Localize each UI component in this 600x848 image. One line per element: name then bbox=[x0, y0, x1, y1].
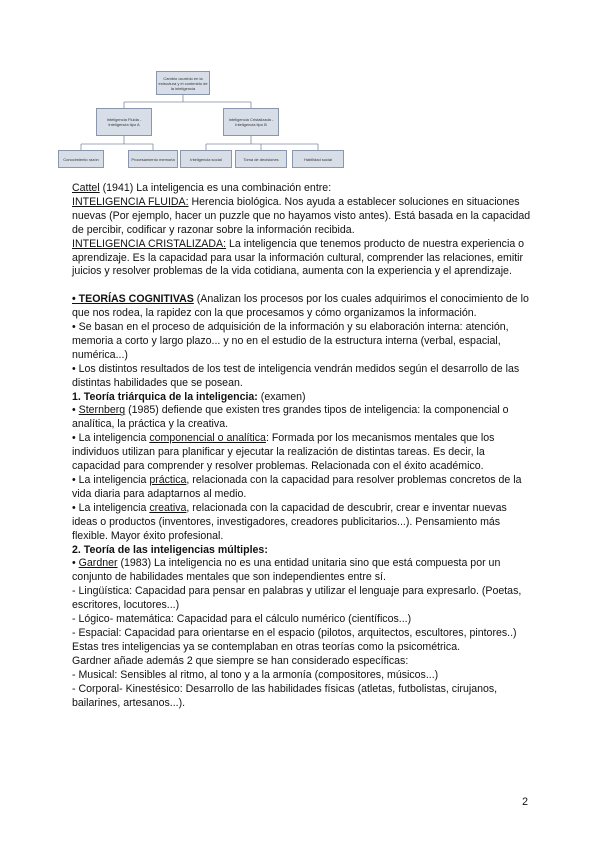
bullet-prefix: • bbox=[72, 557, 79, 570]
hierarchy-diagram bbox=[58, 68, 358, 178]
cognitive-heading-text: (Analizan los procesos por los cuales adquirimos el conocimiento de lo que nos rodea, la rapidez con la que procesamos y cómo organizamos la información. bbox=[72, 293, 529, 320]
diagram-leaf-box: Habilidad social bbox=[292, 150, 344, 168]
theory-1-title: 1. Teoría triárquica de la inteligencia: bbox=[72, 390, 258, 403]
bullet-item bbox=[72, 474, 532, 502]
list-item: Estas tres inteligencias ya se contemplaban en otras teorías como la psicométrica. bbox=[72, 640, 461, 653]
diagram-leaf-box: Inteligencia social bbox=[180, 150, 232, 168]
term-creativa: creativa bbox=[149, 501, 187, 514]
sternberg-author: Sternberg bbox=[78, 404, 126, 417]
diagram-root-box: Cambio ocurrido en la estructura y el contenido de la inteligencia bbox=[156, 71, 210, 95]
crystal-label: INTELIGENCIA CRISTALIZADA: bbox=[72, 237, 227, 250]
list-item: - Lingüística: Capacidad para pensar en palabras y utilizar el lenguaje para expresarlo. (Poetas, escritores, locutores...) bbox=[72, 585, 522, 612]
bullet-item bbox=[72, 557, 532, 585]
bullet-item: • Se basan en el proceso de adquisición de la información y su elaboración interna: atención, memoria a corto y largo plazo... y no en el estudio de la estructura interna (verbal, espacial, numérica...) bbox=[72, 321, 509, 361]
theory-1-title-line bbox=[72, 391, 532, 405]
bullet-item: • Los distintos resultados de los test de inteligencia vendrán medidos según el desarrollo de las distintas habilidades que se posean. bbox=[72, 362, 520, 389]
diagram-leaf-box: Toma de decisiones bbox=[235, 150, 287, 168]
bullet-prefix: • La inteligencia bbox=[72, 474, 150, 487]
cognitive-heading: • TEORÍAS COGNITIVAS bbox=[72, 293, 194, 306]
crystal-paragraph bbox=[72, 238, 532, 280]
theory-1-note: (examen) bbox=[257, 390, 306, 403]
crystal-text: La inteligencia que tenemos producto de nuestra experiencia o aprendizaje. Es la capacidad para usar la información cultural, comprender las relaciones, emitir juicios y resolver problemas de la vida cotidiana, aumenta con la experiencia y el aprendizaje. bbox=[72, 237, 525, 278]
list-item: Gardner añade además 2 que siempre se han considerado específicas: bbox=[72, 654, 409, 667]
gardner-author: Gardner bbox=[78, 557, 118, 570]
diagram-crystal-box: Inteligencia Cristalizada - Inteligencia tipo B bbox=[223, 108, 279, 136]
cattel-intro-text: (1941) La inteligencia es una combinación entre: bbox=[99, 182, 332, 194]
fluid-paragraph bbox=[72, 196, 532, 238]
cattel-author: Cattel bbox=[72, 182, 100, 194]
fluid-label: INTELIGENCIA FLUIDA: bbox=[72, 195, 189, 208]
term-componencial: componencial o analítica bbox=[149, 432, 266, 445]
bullet-text: (1983) La inteligencia no es una entidad unitaria sino que está compuesta por un conjunto de habilidades mentales que son independientes entre sí. bbox=[72, 557, 501, 584]
cattel-intro bbox=[72, 182, 532, 196]
page-number: 2 bbox=[522, 796, 528, 808]
list-item: - Musical: Sensibles al ritmo, al tono y a la armonía (compositores, músicos...) bbox=[72, 668, 439, 681]
bullet-prefix: • La inteligencia bbox=[72, 501, 150, 514]
diagram-leaf-box: Conocimiento razón bbox=[58, 150, 104, 168]
term-practica: práctica bbox=[149, 474, 187, 487]
theory-2-title: 2. Teoría de las inteligencias múltiples: bbox=[72, 543, 268, 556]
bullet-item bbox=[72, 432, 532, 474]
bullet-text: , relacionada con la capacidad de descubrir, crear e inventar nuevas ideas o productos (inventores, investigadores, creadores publicitarios...). Pensamiento más flexible. Mayor éxito profesional. bbox=[72, 501, 507, 542]
cognitive-heading-paragraph bbox=[72, 293, 532, 321]
diagram-fluid-box: Inteligencia Fluida - Inteligencia tipo A bbox=[96, 108, 152, 136]
fluid-text: Herencia biológica. Nos ayuda a establecer soluciones en situaciones nuevas (Por ejemplo, hacer un puzzle que no hayamos visto antes). Está basada en la capacidad de percibir, codificar y razonar sobre la información recibida. bbox=[72, 195, 531, 236]
bullet-item bbox=[72, 404, 532, 432]
bullet-text: : Formada por los mecanismos mentales que los individuos utilizan para planificar y ejecutar la realización de distintas tareas. Es decir, la capacidad para comprender y resolver problemas. Relacionada con el éxito académico. bbox=[72, 432, 495, 473]
bullet-item bbox=[72, 502, 532, 544]
bullet-prefix: • La inteligencia bbox=[72, 432, 150, 445]
list-item: - Corporal- Kinestésico: Desarrollo de las habilidades físicas (atletas, futbolistas, cirujanos, bailarines, artesanos...). bbox=[72, 682, 498, 709]
body-text bbox=[72, 182, 532, 710]
bullet-text: (1985) defiende que existen tres grandes tipos de inteligencia: la componencial o analítica, la práctica y la creativa. bbox=[72, 404, 509, 431]
list-item: - Lógico- matemática: Capacidad para el cálculo numérico (científicos...) bbox=[72, 613, 412, 626]
list-item: - Espacial: Capacidad para orientarse en el espacio (pilotos, arquitectos, escultores, pintores..) bbox=[72, 626, 517, 639]
diagram-leaf-box: Procesamiento memoria bbox=[128, 150, 178, 168]
bullet-text: , relacionada con la capacidad para resolver problemas concretos de la vida diaria para adaptarnos al medio. bbox=[72, 474, 522, 500]
bullet-prefix: • bbox=[72, 404, 79, 417]
